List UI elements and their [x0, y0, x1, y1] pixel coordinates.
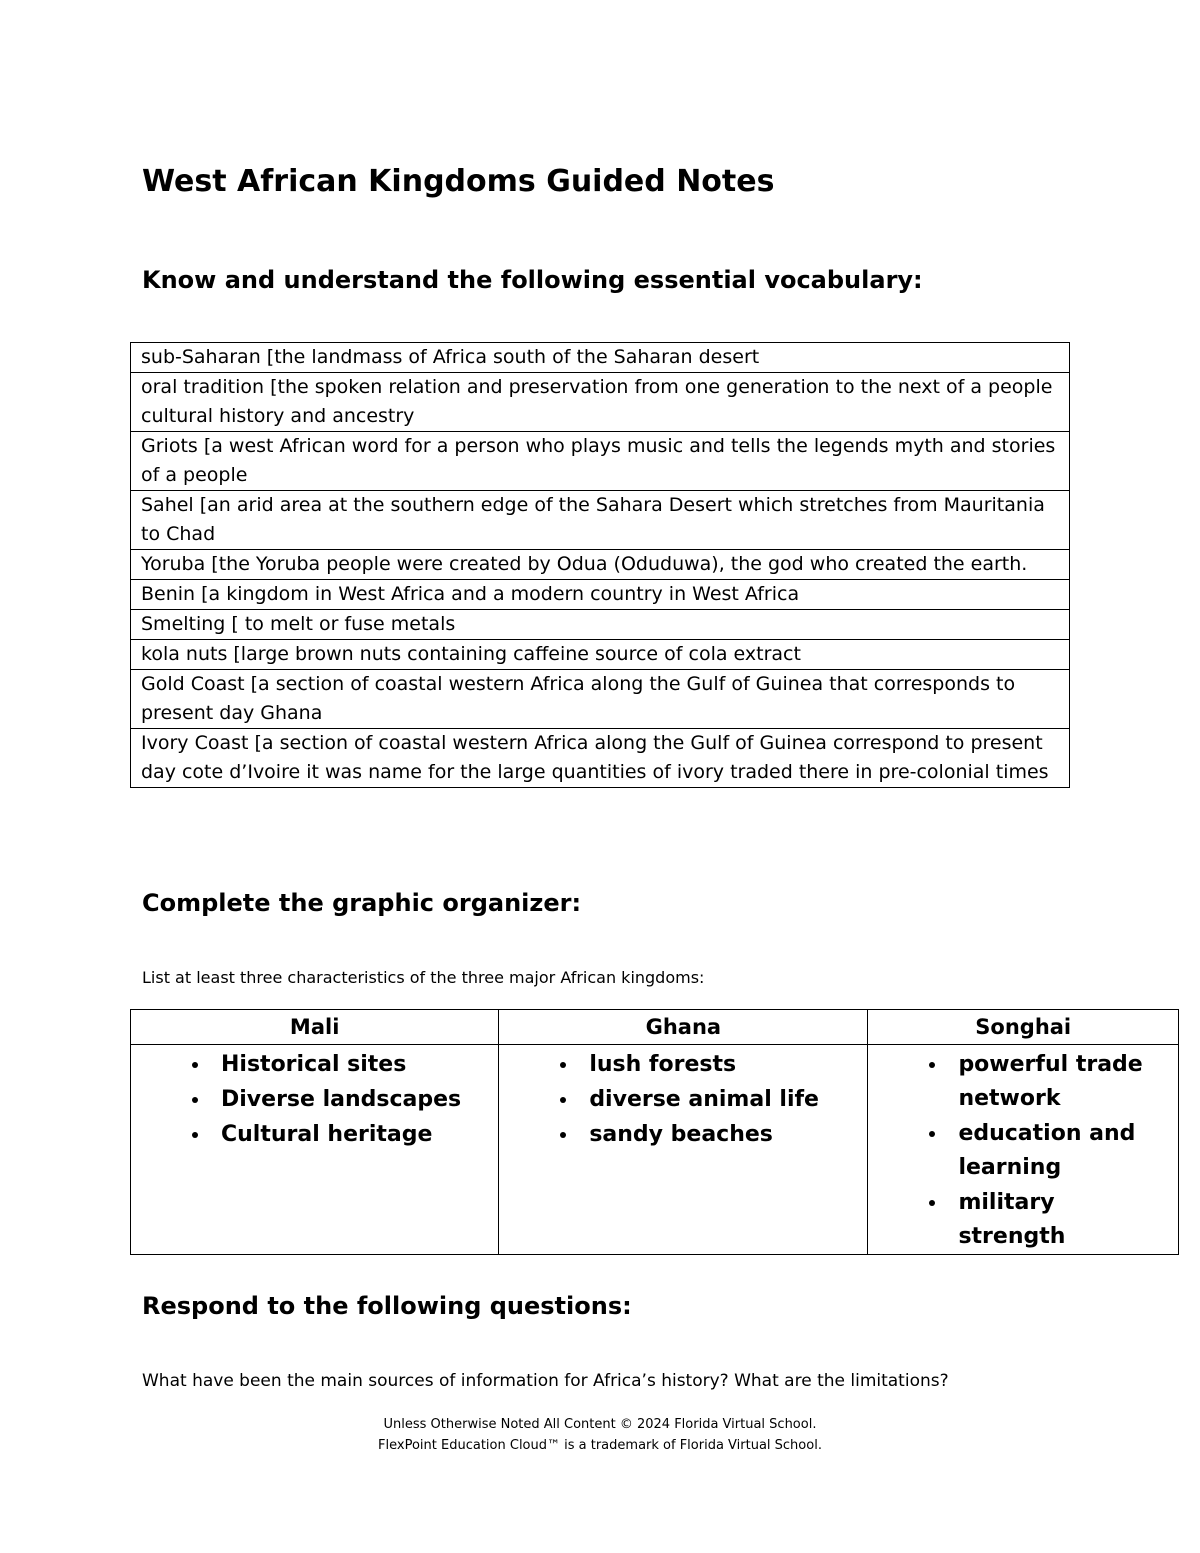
list-item: • Cultural heritage — [211, 1117, 488, 1152]
vocabulary-row — [131, 343, 1070, 373]
vocabulary-row — [131, 550, 1070, 580]
graphic-organizer-table — [130, 1009, 1179, 1255]
vocabulary-row — [131, 640, 1070, 670]
list-item: • Historical sites — [211, 1047, 488, 1082]
vocabulary-entry: kola nuts [large brown nuts containing caffeine source of cola extract — [131, 640, 1070, 670]
footer-copyright: Unless Otherwise Noted All Content © 2024 Florida Virtual School. — [383, 1417, 817, 1432]
vocabulary-row — [131, 432, 1070, 491]
vocabulary-entry: Griots [a west African word for a person who plays music and tells the legends myth and stories of a people — [131, 432, 1070, 491]
list-item: • military strength — [948, 1185, 1168, 1254]
organizer-body-row — [131, 1045, 1179, 1255]
ghana-cell — [499, 1045, 868, 1255]
vocabulary-entry: Benin [a kingdom in West Africa and a modern country in West Africa — [131, 580, 1070, 610]
list-item: • education and learning — [948, 1116, 1168, 1185]
organizer-heading: Complete the graphic organizer: — [142, 889, 582, 917]
questions-heading: Respond to the following questions: — [142, 1292, 632, 1320]
vocabulary-row — [131, 491, 1070, 550]
mali-list — [131, 1047, 488, 1152]
vocabulary-entry: Ivory Coast [a section of coastal western Africa along the Gulf of Guinea correspond to present day cote d’Ivoire it was name for the large quantities of ivory traded there in pre-colonial times — [131, 729, 1070, 788]
organizer-header-row — [131, 1010, 1179, 1045]
list-item: • sandy beaches — [579, 1117, 857, 1152]
page-footer — [0, 1414, 1200, 1456]
organizer-instruction: List at least three characteristics of the three major African kingdoms: — [142, 968, 705, 987]
vocabulary-entry: sub-Saharan [the landmass of Africa south of the Saharan desert — [131, 343, 1070, 373]
vocabulary-entry: Gold Coast [a section of coastal western Africa along the Gulf of Guinea that corresponds to present day Ghana — [131, 670, 1070, 729]
question-text: What have been the main sources of information for Africa’s history? What are the limitations? — [142, 1371, 949, 1391]
vocabulary-entry: oral tradition [the spoken relation and preservation from one generation to the next of a people cultural history and ancestry — [131, 373, 1070, 432]
column-header-ghana: Ghana — [499, 1010, 868, 1045]
songhai-cell — [868, 1045, 1179, 1255]
page-title: West African Kingdoms Guided Notes — [142, 164, 775, 199]
vocabulary-row — [131, 580, 1070, 610]
vocabulary-heading: Know and understand the following essential vocabulary: — [142, 266, 923, 294]
footer-trademark: FlexPoint Education Cloud™ is a trademark of Florida Virtual School. — [378, 1438, 822, 1453]
list-item: • powerful trade network — [948, 1047, 1168, 1116]
list-item: • diverse animal life — [579, 1082, 857, 1117]
column-header-songhai: Songhai — [868, 1010, 1179, 1045]
vocabulary-row — [131, 610, 1070, 640]
column-header-mali: Mali — [131, 1010, 499, 1045]
mali-cell — [131, 1045, 499, 1255]
list-item: • lush forests — [579, 1047, 857, 1082]
list-item: • Diverse landscapes — [211, 1082, 488, 1117]
vocabulary-row — [131, 729, 1070, 788]
ghana-list — [499, 1047, 857, 1152]
vocabulary-row — [131, 373, 1070, 432]
vocabulary-row — [131, 670, 1070, 729]
vocabulary-entry: Smelting [ to melt or fuse metals — [131, 610, 1070, 640]
vocabulary-entry: Yoruba [the Yoruba people were created by Odua (Oduduwa), the god who created the earth. — [131, 550, 1070, 580]
vocabulary-table — [130, 342, 1070, 788]
songhai-list — [868, 1047, 1168, 1254]
vocabulary-entry: Sahel [an arid area at the southern edge of the Sahara Desert which stretches from Mauritania to Chad — [131, 491, 1070, 550]
